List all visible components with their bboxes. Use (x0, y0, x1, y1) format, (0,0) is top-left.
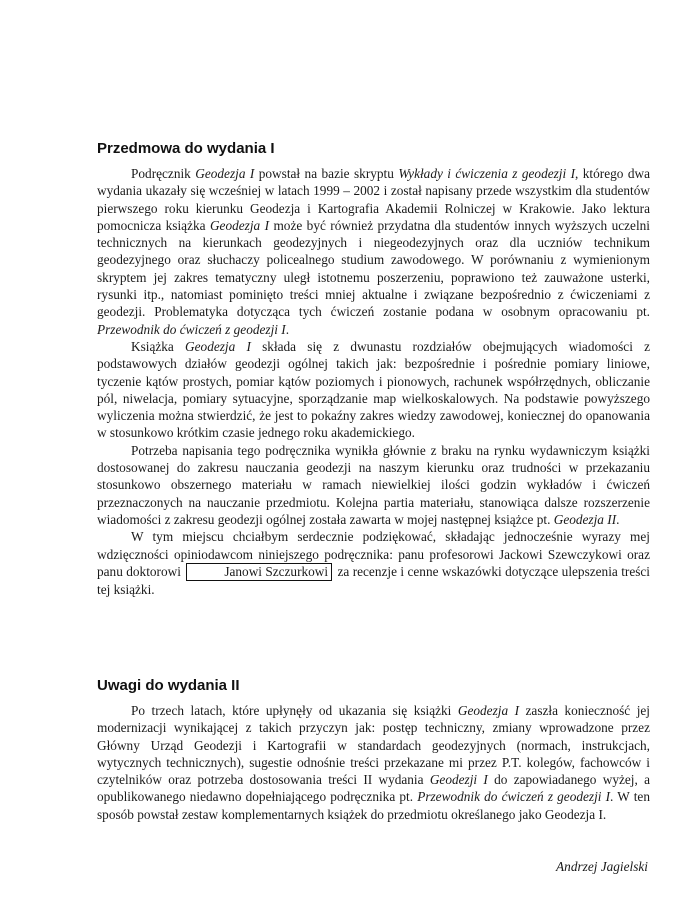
author-signature: Andrzej Jagielski (556, 859, 648, 874)
text-run: . (285, 321, 290, 337)
text-run: W tym miejscu chciałbym serdecznie podziękować, składając jednocześnie wyrazy mej wdzięczności opiniodawcom niniejszego podręcznika: panu profesorowi Jackowi Szewczykowi oraz panu doktorowi (97, 529, 650, 579)
text-run: do zapowiadanego wyżej, a opublikowanego niedawno dopełniającego podręcznika pt. (97, 772, 650, 805)
book-title-geodezja-1: Geodezja I (209, 217, 270, 233)
book-title-geodezja-1: Geodezja I (185, 338, 251, 354)
preface-paragraph-4 (97, 528, 650, 598)
guide-title: Przewodnik do ćwiczeń z geodezji I (417, 789, 611, 805)
book-title-geodezja-2: Geodezja II (553, 511, 617, 527)
highlighted-name-box: Janowi Szczurkowi (186, 563, 332, 581)
script-title: Wykłady i ćwiczenia z geodezji I (398, 166, 576, 181)
book-title-geodezja-1: Geodezja I (195, 166, 255, 181)
notes-second-heading: Uwagi do wydania II (97, 677, 240, 694)
preface-first-heading: Przedmowa do wydania I (97, 140, 275, 157)
preface-paragraph-2 (97, 338, 650, 442)
text-run: Podręcznik (131, 166, 196, 181)
guide-title: Przewodnik do ćwiczeń z geodezji I (97, 321, 286, 337)
notes-paragraph-1 (97, 702, 650, 823)
preface-paragraph-3 (97, 442, 650, 528)
book-title-geodezji-1: Geodezji I (429, 772, 488, 788)
text-run: Po trzech latach, które upłynęły od ukazania się książki (131, 703, 458, 718)
text-run: , którego dwa wydania ukazały się wcześniej w latach 1999 – 2002 i został napisany przede wszystkim dla studentów pierwszego roku kierunku Geodezja i Kartografia Akademii Rolniczej w Krakowie. Jako lektura pomocnicza książka (97, 166, 650, 233)
book-title-geodezja-1: Geodezja I (457, 703, 520, 718)
text-run: powstał na bazie skryptu (254, 166, 399, 181)
text-run: Potrzeba napisania tego podręcznika wynikła głównie z braku na rynku wydawniczym książki dostosowanej do zakresu nauczania geodezji na naszym kierunku oraz trudności w przekazaniu stosunkowo obszernego materiału w ramach niewielkiej ilości godzin wykładów i ćwiczeń przeznaczonych na nauczanie przedmiotu. Kolejna partia materiału, stanowiąca dalsze rozszerzenie wiadomości z zakresu geodezji ogólnej została zawarta w mojej następnej książce pt. (97, 442, 650, 527)
text-run: Książka (131, 338, 186, 354)
text-run: może być również przydatna dla studentów innych wyższych uczelni technicznych na kierunkach geodezyjnych i niegeodezyjnych oraz dla uczniów technikum geodezyjnego oraz słuchaczy policealnego studium zawodowego. W porównaniu z wymienionym skryptem jej zakres tematyczny uległ istotnemu poszerzeniu, poprawiono też zauważone usterki, rysunki itp., natomiast pominięto treści mniej aktualne i związane bezpośrednio z ćwiczeniami z geodezji. Problematyka dotycząca tych ćwiczeń zostanie podana w osobnym opracowaniu pt. (97, 217, 650, 320)
text-run: za recenzje i cenne wskazówki dotyczące ulepszenia treści tej książki. (97, 563, 650, 597)
text-run: składa się z dwunastu rozdziałów obejmujących wiadomości z podstawowych działów geodezji ogólnej takich jak: bezpośrednie i pośrednie pomiary liniowe, tyczenie kątów prostych, pomiar kątów poziomych i pionowych, rachunek współrzędnych, obliczanie pól, niwelacja, pomiary sytuacyjne, sporządzanie map wielkoskalowych. Na podstawie powyższego wyliczenia można stwierdzić, że jest to pokaźny zakres wiedzy zawodowej, koniecznej do opanowania w stosunkowo krótkim czasie jednego roku akademickiego. (97, 338, 650, 441)
text-run: . W ten sposób powstał zestaw komplementarnych książek do przedmiotu określanego jako Geodezja I. (97, 789, 650, 822)
text-run: zaszła konieczność jej modernizacji wynikającej z takich przyczyn jak: postęp techniczny, zmiany wprowadzone przez Główny Urząd Geodezji i Kartografii w standardach geodezyjnych (normach, instrukcjach, wytycznych technicznych), sugestie odnośnie treści przekazane mi przez P.T. kolegów, fachowców i czytelników oraz potrzeba dostosowania treści II wydania (97, 703, 650, 788)
text-run: . (616, 511, 620, 527)
preface-first-section (97, 165, 650, 598)
preface-paragraph-1 (97, 165, 650, 338)
notes-second-section (97, 702, 650, 823)
